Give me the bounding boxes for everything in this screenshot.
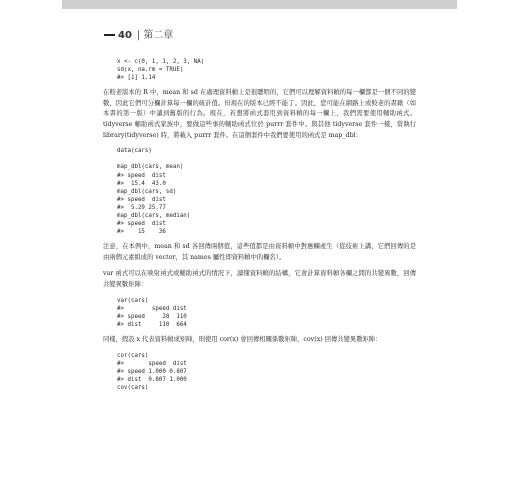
code-line: map_dbl(cars, sd) bbox=[117, 188, 177, 195]
header-bar bbox=[104, 34, 115, 36]
code-line: #> speed dist bbox=[117, 360, 187, 367]
code-line: #> speed dist bbox=[117, 305, 187, 312]
code-block-3 bbox=[103, 297, 416, 329]
code-block-1 bbox=[103, 58, 416, 82]
page-number: 40 bbox=[118, 30, 132, 41]
code-line: #> 15.4 43.0 bbox=[117, 180, 166, 187]
code-line: var(cars) bbox=[117, 297, 149, 304]
paragraph-4: 同樣，假設 x 代表資料幀或矩陣，則使用 cor(x) 會回傳相關係數矩陣，cov(x) 回傳共變異數矩陣： bbox=[103, 336, 382, 344]
code-line bbox=[117, 155, 416, 163]
top-rule bbox=[62, 0, 457, 9]
code-line: map_dbl(cars, mean) bbox=[117, 164, 184, 171]
code-block-2 bbox=[103, 147, 416, 236]
code-line: #> speed 1.000 0.807 bbox=[117, 368, 187, 375]
code-line: #> [1] 1.14 bbox=[117, 75, 156, 82]
code-block-4 bbox=[103, 352, 416, 392]
code-line: #> speed 28 110 bbox=[117, 313, 187, 320]
code-line: #> dist 0.807 1.000 bbox=[117, 376, 187, 383]
paragraph-1: 在較老版本的 R 中，mean 和 sd 在處理資料幀上是很聰明的，它們可以理解資料幀的每一欄都是一個不同的變數，因此它們可分欄計算每一欄的統計值。但現在的版本已經不能了。因此，您可能在網路上或較老的書籍（如本書的第一版）中讀到舊版的行為。現在，若想將函式套用到資料幀的每一欄上，我們需要使用輔助函式。tidyverse 輔助函式家族中，要做這些事的輔助函式位於 purrr 套件中。與其他 tidyverse 套件一樣，當執行 library(tidyverse) 時，將載入 purrr 套件。在這個套件中我們要使用的函式是 map_dbl： bbox=[103, 89, 416, 139]
code-line: #> speed dist bbox=[117, 172, 166, 179]
code-line: cov(cars) bbox=[117, 385, 149, 391]
paragraph-2: 注意，在本例中，mean 和 sd 各回傳兩個值，這些值都是由資料幀中對應欄產生（從技術上講，它們回傳的是由兩個元素組成的 vector，其 names 屬性即資料幀中的欄名）。 bbox=[103, 243, 416, 261]
code-line: #> dist 110 664 bbox=[117, 321, 187, 328]
paragraph-3: var 函式可以在映射函式或輔助函式的情況下，讀懂資料幀的結構，它會計算資料幀各欄之間的共變異數，回傳共變異數矩陣： bbox=[103, 270, 416, 289]
header-separator: | bbox=[136, 30, 141, 41]
code-line: sd(x, na.rm = TRUE) bbox=[117, 67, 184, 74]
chapter-title: 第二章 bbox=[143, 30, 174, 41]
code-line: #> speed dist bbox=[117, 221, 166, 228]
code-line: #> 5.29 25.77 bbox=[117, 204, 166, 211]
code-line: cor(cars) bbox=[117, 352, 149, 359]
running-head bbox=[104, 26, 173, 41]
code-line: map_dbl(cars, median) bbox=[117, 213, 191, 219]
page-body bbox=[103, 58, 416, 392]
code-line: #> speed dist bbox=[117, 196, 166, 203]
code-line: data(cars) bbox=[117, 148, 152, 155]
code-line: #> 15 36 bbox=[117, 229, 166, 236]
code-line: x <- c(0, 1, 1, 2, 3, NA) bbox=[117, 59, 205, 65]
